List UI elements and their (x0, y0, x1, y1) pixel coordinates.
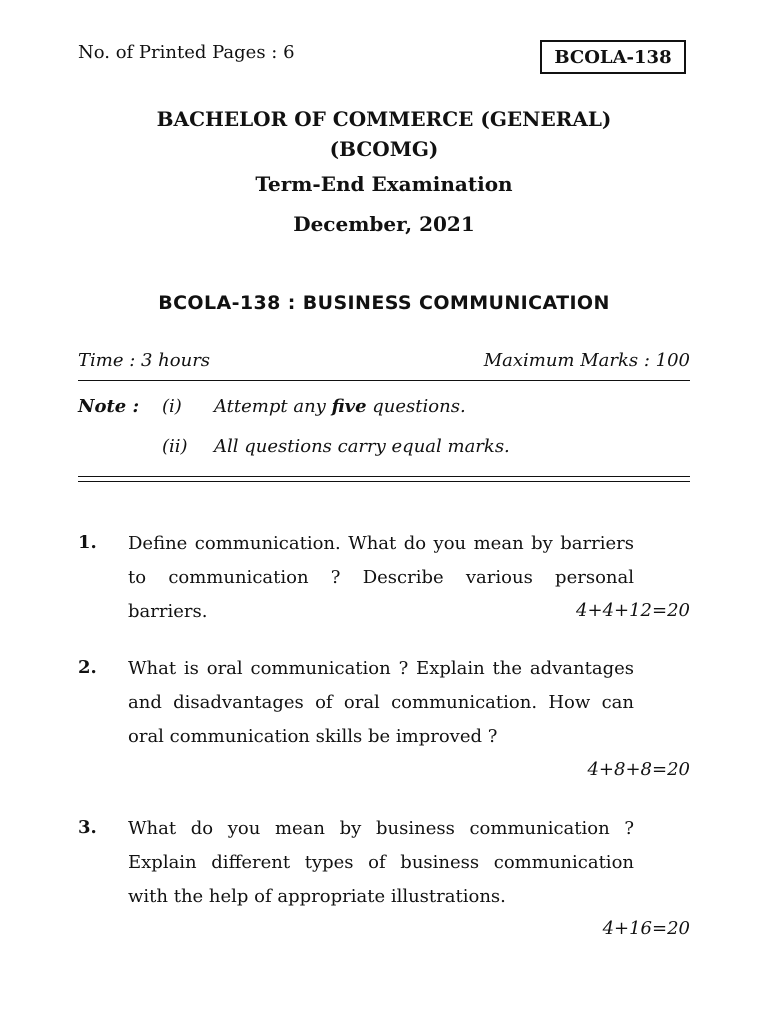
note-item-2-num: (ii) (162, 436, 188, 457)
note-item-1-text-after: questions. (366, 396, 466, 417)
exam-title: Term-End Examination (255, 172, 513, 196)
note-item-2-text: All questions carry equal marks. (214, 436, 510, 457)
time-marks-row (78, 350, 690, 371)
course-code-box: BCOLA-138 (540, 40, 686, 74)
note-item-1-bold: five (331, 396, 367, 417)
programme-title-line1: BACHELOR OF COMMERCE (GENERAL) (156, 107, 612, 131)
question-3-marks: 4+16=20 (602, 918, 690, 939)
divider-rule (78, 380, 690, 381)
question-3-number: 3. (78, 817, 97, 838)
double-divider-rule (78, 476, 690, 482)
maximum-marks: Maximum Marks : 100 (483, 350, 690, 371)
question-1-marks: 4+4+12=20 (576, 600, 690, 621)
question-1-number: 1. (78, 532, 97, 553)
programme-title-line2: (BCOMG) (329, 137, 439, 161)
note-label: Note : (78, 396, 140, 417)
question-3-text: What do you mean by business communication ? Explain different types of business communication with the help of appropriate illustrations. (128, 818, 634, 907)
question-2-marks: 4+8+8=20 (587, 759, 690, 780)
question-2-number: 2. (78, 657, 97, 678)
note-item-1-text-before: Attempt any (214, 396, 332, 417)
printed-pages-count: No. of Printed Pages : 6 (78, 42, 295, 63)
note-item-1-num: (i) (162, 396, 182, 417)
question-1-text: Define communication. What do you mean by barriers to communication ? Describe various personal barriers. (128, 533, 634, 622)
course-title: BCOLA-138 : BUSINESS COMMUNICATION (158, 292, 610, 314)
question-2-text: What is oral communication ? Explain the advantages and disadvantages of oral communication. How can oral communication skills be improved ? (128, 658, 634, 747)
note-item-1-text (214, 396, 466, 417)
exam-date: December, 2021 (293, 212, 475, 236)
programme-title (78, 104, 690, 164)
time-allowed: Time : 3 hours (78, 350, 211, 371)
note-item-1 (78, 396, 466, 417)
